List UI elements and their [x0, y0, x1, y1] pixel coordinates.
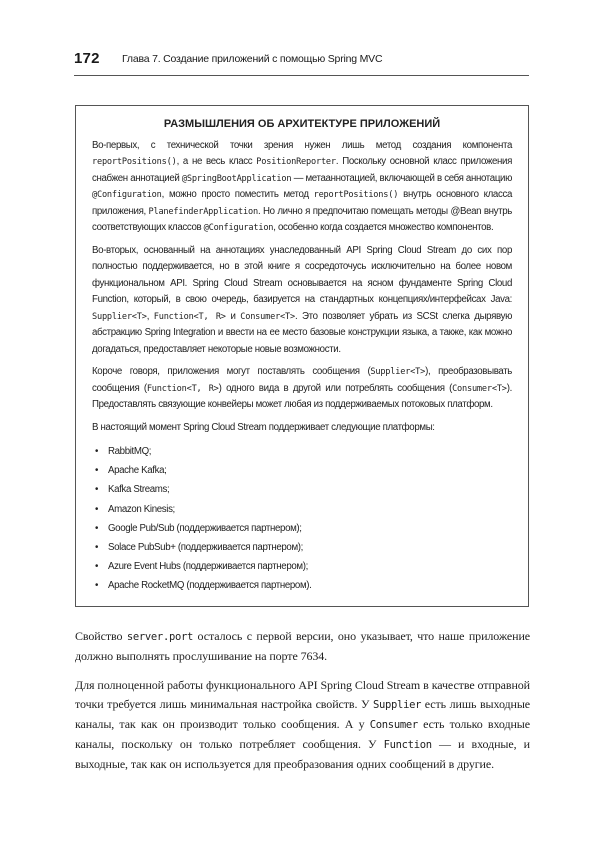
header-divider	[74, 75, 529, 76]
platform-list	[92, 442, 512, 596]
page-header	[74, 48, 529, 74]
inline-code: Consumer	[369, 719, 418, 731]
sidebar-paragraph-3: Короче говоря, приложения могут поставлять сообщения (Supplier<T>), преобразовывать сообщения (Function<T, R>) одного вида в другой или потреблять сообщения (Consumer<T>). Предоставлять связующие конвейеры может любая из поддерживаемых потоковых платформ.	[92, 366, 512, 410]
inline-code: PlanefinderApplication	[148, 206, 258, 217]
inline-code: Consumer<T>	[240, 311, 295, 322]
page-number: 172	[74, 50, 100, 67]
list-item: • Azure Event Hubs (поддерживается партнером);	[92, 557, 512, 576]
inline-code: Function<T, R>	[146, 383, 219, 394]
inline-code: Supplier	[372, 699, 422, 711]
inline-code: reportPositions()	[92, 157, 177, 167]
sidebar-paragraph-2: Во-вторых, основанный на аннотациях унаследованный API Spring Cloud Stream до сих пор полностью поддерживается, но в этой книге я сосредоточусь исключительно на более новом функциональном API. Spring Cloud Stream основывается на ясном фундаменте Spring Cloud Function, который, в свою очередь, базируется на стандартных концепциях/интерфейсах Java: Supplier<T>, Function<T, R> и Consumer<T>. Это позволяет убрать из SCSt слегка дырявую абстракцию Spring Integration и ввести на ее место базовые конструкции языка, а также, как можно догадаться, предоставляет некоторые новые возможности.	[92, 244, 512, 355]
inline-code: @Configuration	[203, 223, 274, 233]
inline-code: reportPositions()	[313, 190, 399, 200]
architecture-sidebar	[75, 105, 529, 607]
inline-code: server.port	[126, 631, 194, 643]
chapter-title: Глава 7. Создание приложений с помощью Spring MVC	[122, 53, 383, 65]
inline-code: Function	[383, 739, 432, 751]
list-item: • Google Pub/Sub (поддерживается партнером);	[92, 519, 512, 538]
inline-annotation: @Bean	[450, 205, 482, 217]
sidebar-paragraph-4: В настоящий момент Spring Cloud Stream поддерживает следующие платформы:	[92, 421, 435, 433]
sidebar-title: РАЗМЫШЛЕНИЯ ОБ АРХИТЕКТУРЕ ПРИЛОЖЕНИЙ	[163, 118, 441, 130]
body-paragraph-1: Свойство server.port осталось с первой версии, оно указывает, что наше приложение должно выполнять прослушивание на порте 7634.	[75, 629, 531, 663]
list-item: • RabbitMQ;	[92, 442, 512, 461]
inline-code: Function<T, R>	[153, 311, 226, 322]
list-item: • Solace PubSub+ (поддерживается партнером);	[92, 538, 512, 557]
inline-code: Supplier<T>	[370, 367, 426, 377]
list-item: • Kafka Streams;	[92, 480, 512, 499]
list-item: • Apache Kafka;	[92, 461, 512, 480]
inline-code: @SpringBootApplication	[181, 173, 292, 184]
inline-code: PositionReporter	[256, 157, 336, 167]
sidebar-paragraph-1: Во-первых, с технической точки зрения нужен лишь метод создания компонента reportPositions(), а не весь класс PositionReporter. Поскольку основной класс приложения снабжен аннотацией @SpringBootApplication — метааннотацией, включающей в себя аннотацию @Configuration, можно просто поместить метод reportPositions() внутрь основного класса приложения, PlanefinderApplication. Но лично я предпочитаю помещать методы @Bean внутрь соответствующих классов @Configuration, особенно когда создается множество компонентов.	[92, 139, 512, 233]
inline-code: Consumer<T>	[452, 383, 507, 394]
body-paragraph-2: Для полноценной работы функционального API Spring Cloud Stream в качестве отправной точки требуется лишь минимальная настройка свойств. У Supplier есть лишь выходные каналы, так как он производит только сообщения. А у Consumer есть только входные каналы, поскольку он только потребляет сообщения. У Function — и входные, и выходные, так как он используется для преобразования одних сообщений в другие.	[75, 678, 531, 771]
inline-code: @Configuration	[92, 190, 162, 200]
list-item: • Apache RocketMQ (поддерживается партнером).	[92, 576, 512, 595]
inline-code: Supplier<T>	[92, 311, 147, 322]
list-item: • Amazon Kinesis;	[92, 500, 512, 519]
